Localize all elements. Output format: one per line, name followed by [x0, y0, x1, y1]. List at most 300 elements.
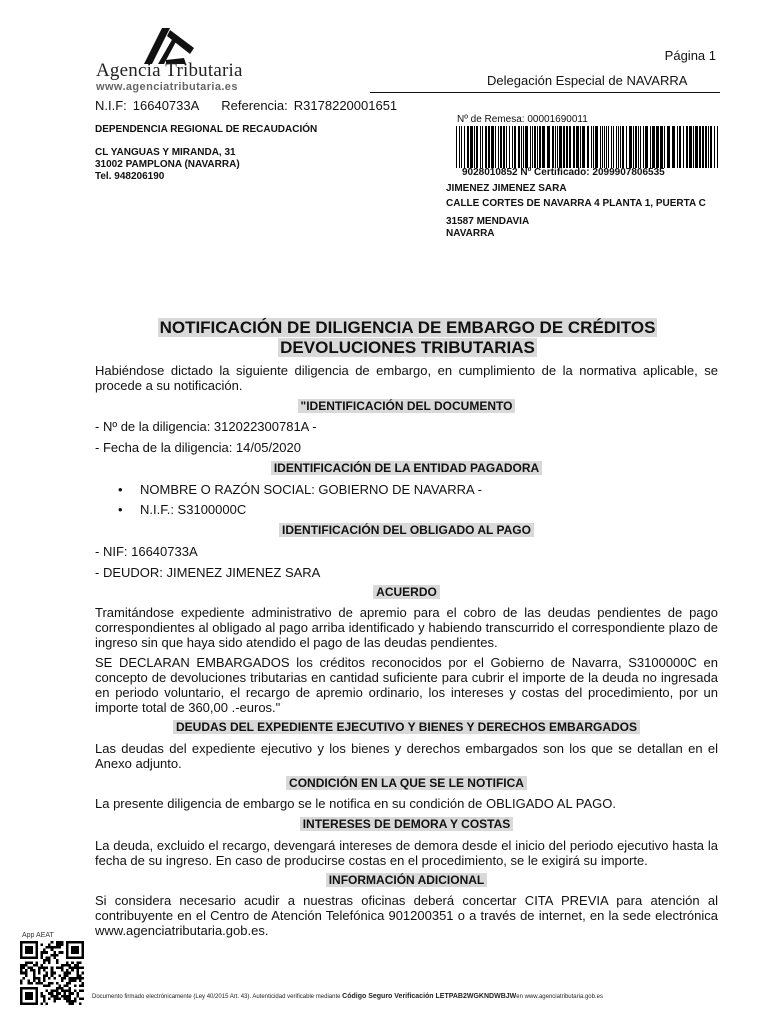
qr-module: [56, 959, 59, 962]
sender-address-line2: 31002 PAMPLONA (NAVARRA): [95, 159, 240, 170]
qr-module: [61, 951, 64, 954]
barcode-bar: [470, 126, 473, 168]
barcode-bar: [512, 126, 513, 168]
condicion-paragraph: La presente diligencia de embargo se le notifica en su condición de OBLIGADO AL PAGO.: [95, 796, 617, 811]
qr-module: [51, 972, 54, 975]
diligencia-number: - Nº de la diligencia: 312022300781A -: [95, 419, 317, 434]
title-line1: NOTIFICACIÓN DE DILIGENCIA DE EMBARGO DE CRÉDITOS: [159, 318, 656, 337]
section-heading: CONDICIÓN EN LA QUE SE LE NOTIFICA: [286, 776, 527, 790]
barcode-bar: [573, 126, 575, 168]
qr-module: [61, 990, 64, 993]
qr-module: [81, 985, 84, 988]
section-informacion-adicional: [95, 873, 718, 887]
entidad-nif: N.I.F.: S3100000C: [140, 502, 247, 517]
qr-module: [53, 995, 56, 998]
barcode-bar: [456, 126, 457, 168]
entidad-nombre: NOMBRE O RAZÓN SOCIAL: GOBIERNO DE NAVARRA -: [140, 482, 482, 497]
qr-module: [61, 977, 64, 980]
qr-module: [43, 974, 46, 977]
barcode-bar: [640, 126, 641, 168]
qr-module: [69, 992, 72, 995]
certificate-barcode: [456, 126, 718, 168]
qr-module: [46, 1002, 49, 1005]
qr-module: [64, 992, 67, 995]
delegation-name: Delegación Especial de NAVARRA: [487, 73, 688, 88]
barcode-bar: [714, 126, 715, 168]
qr-module: [38, 977, 41, 980]
barcode-bar: [559, 126, 562, 168]
barcode-bar: [525, 126, 528, 168]
footer-signature-text: [92, 993, 603, 1000]
section-heading: INTERESES DE DEMORA Y COSTAS: [300, 817, 514, 831]
barcode-bar: [521, 126, 522, 168]
barcode-bar: [695, 126, 698, 168]
qr-module: [58, 946, 61, 949]
qr-module: [66, 964, 69, 967]
qr-module: [51, 946, 54, 949]
qr-module: [20, 972, 23, 975]
qr-module: [64, 964, 67, 967]
barcode-bar: [582, 126, 585, 168]
bullet-point: •: [118, 502, 123, 517]
barcode-bar: [552, 126, 554, 168]
section-heading: "IDENTIFICACIÓN DEL DOCUMENTO: [298, 399, 516, 413]
section-heading: INFORMACIÓN ADICIONAL: [326, 873, 488, 887]
qr-module: [74, 964, 77, 967]
qr-module: [33, 964, 36, 967]
qr-module: [35, 964, 38, 967]
barcode-bar: [693, 126, 694, 168]
qr-module: [33, 972, 36, 975]
barcode-bar: [618, 126, 619, 168]
qr-module: [25, 969, 28, 972]
qr-module: [53, 977, 56, 980]
reference-value: R3178220001651: [293, 98, 398, 113]
qr-module: [30, 982, 33, 985]
qr-module: [51, 969, 54, 972]
entidad-nombre-item: [118, 482, 482, 497]
qr-module: [66, 997, 69, 1000]
nif-label: N.I.F:: [95, 98, 127, 113]
page-number: Página 1: [664, 48, 716, 63]
qr-module: [48, 944, 51, 947]
qr-module: [58, 951, 61, 954]
qr-module: [43, 995, 46, 998]
barcode-bar: [547, 126, 550, 168]
qr-module: [71, 969, 74, 972]
qr-module: [40, 995, 43, 998]
barcode-bar: [717, 126, 718, 168]
barcode-bar: [702, 126, 704, 168]
qr-module: [69, 987, 72, 990]
qr-module: [43, 951, 46, 954]
barcode-bar: [679, 126, 681, 168]
qr-module: [58, 992, 61, 995]
qr-module: [76, 992, 79, 995]
qr-module: [66, 972, 69, 975]
section-condicion: [95, 776, 718, 790]
qr-module: [66, 1000, 69, 1003]
barcode-bar: [485, 126, 487, 168]
qr-module: [61, 979, 64, 982]
recipient-name: JIMENEZ JIMENEZ SARA: [446, 183, 567, 194]
qr-module: [40, 967, 43, 970]
barcode-bar: [537, 126, 538, 168]
barcode-bar: [626, 126, 627, 168]
qr-module: [43, 969, 46, 972]
barcode-bar: [650, 126, 651, 168]
qr-module: [23, 977, 26, 980]
qr-module: [46, 956, 49, 959]
qr-module: [40, 964, 43, 967]
section-entidad-pagadora: [95, 461, 718, 475]
qr-module: [71, 1000, 74, 1003]
qr-module: [56, 995, 59, 998]
qr-module: [43, 1000, 46, 1003]
qr-module: [66, 990, 69, 993]
qr-module: [33, 977, 36, 980]
document-title: [95, 318, 720, 358]
barcode-bar: [616, 126, 617, 168]
barcode-bar: [467, 126, 469, 168]
qr-module: [76, 972, 79, 975]
qr-module: [58, 944, 61, 947]
qr-module: [25, 972, 28, 975]
qr-module: [53, 946, 56, 949]
qr-module: [40, 956, 43, 959]
barcode-bar: [660, 126, 663, 168]
barcode-bar: [491, 126, 494, 168]
barcode-bar: [557, 126, 558, 168]
qr-module: [35, 961, 38, 964]
qr-module: [43, 959, 46, 962]
qr-module: [66, 974, 69, 977]
qr-module: [71, 961, 74, 964]
qr-module: [79, 979, 82, 982]
acuerdo-paragraph-1: Tramitándose expediente administrativo de apremio para el cobro de las deudas pendientes de pago correspondientes al obligado al pago arriba identificado y habiendo transcurrido el correspondiente plazo de ingreso sin que haya sido atendido el pago de las deudas pendientes.: [95, 605, 718, 650]
barcode-bar: [602, 126, 603, 168]
qr-module: [66, 995, 69, 998]
barcode-bar: [600, 126, 601, 168]
qr-module: [46, 959, 49, 962]
barcode-bar: [677, 126, 678, 168]
section-deudas: [95, 720, 718, 734]
qr-module: [69, 995, 72, 998]
qr-module: [25, 974, 28, 977]
qr-module: [35, 977, 38, 980]
barcode-bar: [506, 126, 507, 168]
barcode-bar: [689, 126, 692, 168]
barcode-bar: [566, 126, 568, 168]
qr-module: [76, 995, 79, 998]
qr-module: [20, 979, 23, 982]
barcode-bar: [656, 126, 659, 168]
barcode-bar: [620, 126, 621, 168]
barcode-bar: [495, 126, 496, 168]
qr-module: [76, 964, 79, 967]
barcode-bar: [503, 126, 505, 168]
barcode-bar: [498, 126, 499, 168]
barcode-bar: [652, 126, 655, 168]
barcode-bar: [480, 126, 481, 168]
qr-module: [51, 992, 54, 995]
section-heading: IDENTIFICACIÓN DEL OBLIGADO AL PAGO: [279, 523, 534, 537]
qr-module: [23, 972, 26, 975]
recipient-region: NAVARRA: [446, 228, 495, 239]
nif-value: 16640733A: [132, 98, 200, 113]
qr-module: [81, 967, 84, 970]
barcode-bar: [710, 126, 712, 168]
qr-module: [58, 985, 61, 988]
qr-module: [64, 974, 67, 977]
qr-module: [38, 982, 41, 985]
barcode-bar: [622, 126, 624, 168]
bullet-point: •: [118, 482, 123, 497]
qr-module: [43, 949, 46, 952]
reference-label: Referencia:: [221, 98, 288, 113]
qr-module: [56, 961, 59, 964]
barcode-bar: [532, 126, 533, 168]
qr-module: [53, 997, 56, 1000]
qr-module: [76, 967, 79, 970]
verification-qr-code[interactable]: [20, 941, 84, 1005]
qr-module: [79, 974, 82, 977]
qr-module: [66, 982, 69, 985]
qr-module: [81, 972, 84, 975]
barcode-bar: [569, 126, 571, 168]
barcode-bar: [580, 126, 581, 168]
barcode-bar: [606, 126, 607, 168]
qr-module: [40, 954, 43, 957]
section-identificacion-documento: [95, 399, 718, 413]
barcode-text: 9028010852 Nº Certificado: 2099907806535: [462, 167, 665, 178]
qr-module: [43, 985, 46, 988]
qr-module: [56, 987, 59, 990]
qr-module: [56, 944, 59, 947]
qr-module: [56, 941, 59, 944]
qr-module: [51, 967, 54, 970]
qr-module: [74, 979, 77, 982]
qr-module: [74, 967, 77, 970]
qr-module: [43, 997, 46, 1000]
qr-module: [40, 982, 43, 985]
qr-module: [81, 982, 84, 985]
barcode-bar: [542, 126, 545, 168]
remesa-number: Nº de Remesa: 00001690011: [457, 114, 588, 125]
barcode-bar: [629, 126, 632, 168]
qr-module: [43, 977, 46, 980]
header-divider: [370, 92, 720, 93]
qr-module: [28, 982, 31, 985]
qr-module: [20, 967, 23, 970]
qr-module: [74, 997, 77, 1000]
qr-module: [53, 990, 56, 993]
qr-module: [48, 992, 51, 995]
recipient-address2: 31587 MENDAVIA: [446, 216, 530, 227]
barcode-bar: [608, 126, 609, 168]
qr-module: [69, 982, 72, 985]
sender-address-line1: CL YANGUAS Y MIRANDA, 31: [95, 147, 236, 158]
qr-module: [64, 990, 67, 993]
qr-module: [48, 982, 51, 985]
qr-module: [61, 969, 64, 972]
qr-module: [61, 964, 64, 967]
footer-suffix: en www.agenciatributaria.gob.es: [516, 994, 603, 1000]
qr-module: [51, 982, 54, 985]
qr-module: [28, 967, 31, 970]
qr-module: [64, 977, 67, 980]
qr-module: [61, 944, 64, 947]
qr-module: [79, 1002, 82, 1005]
qr-module: [79, 985, 82, 988]
qr-module: [30, 967, 33, 970]
qr-module: [53, 954, 56, 957]
qr-module: [43, 967, 46, 970]
barcode-bar: [514, 126, 516, 168]
barcode-bar: [699, 126, 701, 168]
qr-module: [48, 997, 51, 1000]
qr-module: [69, 990, 72, 993]
qr-module: [23, 967, 26, 970]
logo-url: www.agenciatributaria.es: [96, 81, 238, 93]
section-heading: ACUERDO: [373, 585, 440, 599]
qr-module: [33, 969, 36, 972]
barcode-bar: [683, 126, 684, 168]
section-intereses: [95, 817, 718, 831]
barcode-bar: [633, 126, 634, 168]
qr-module: [69, 967, 72, 970]
qr-module: [20, 969, 23, 972]
qr-module: [28, 979, 31, 982]
barcode-bar: [534, 126, 536, 168]
qr-module: [53, 1000, 56, 1003]
barcode-bar: [593, 126, 594, 168]
qr-module: [79, 967, 82, 970]
qr-module: [61, 941, 64, 944]
barcode-bar: [591, 126, 592, 168]
barcode-bar: [587, 126, 589, 168]
qr-module: [23, 964, 26, 967]
app-aeat-label: App AEAT: [22, 932, 54, 939]
sender-phone: Tel. 948206190: [95, 171, 165, 182]
entidad-nif-item: [118, 502, 246, 517]
obligado-deudor: - DEUDOR: JIMENEZ JIMENEZ SARA: [95, 565, 321, 580]
qr-module: [46, 990, 49, 993]
barcode-bar: [530, 126, 531, 168]
qr-module: [64, 997, 67, 1000]
qr-module: [51, 949, 54, 952]
qr-module: [76, 969, 79, 972]
logo-title: Agencia Tributaria: [96, 60, 243, 81]
recipient-address1: CALLE CORTES DE NAVARRA 4 PLANTA 1, PUERTA C: [446, 198, 706, 209]
qr-module: [66, 985, 69, 988]
barcode-bar: [476, 126, 478, 168]
barcode-bar: [672, 126, 675, 168]
qr-module: [48, 959, 51, 962]
qr-module: [74, 977, 77, 980]
qr-module: [79, 977, 82, 980]
qr-module: [20, 982, 23, 985]
barcode-bar: [576, 126, 579, 168]
barcode-bar: [518, 126, 520, 168]
qr-module: [71, 992, 74, 995]
section-obligado-pago: [95, 523, 718, 537]
qr-module: [56, 990, 59, 993]
qr-module: [81, 990, 84, 993]
qr-module: [48, 977, 51, 980]
qr-module: [25, 964, 28, 967]
nif-reference-line: [95, 98, 403, 113]
deudas-paragraph: Las deudas del expediente ejecutivo y los bienes y derechos embargados son los que se detallan en el Anexo adjunto.: [95, 741, 718, 771]
qr-module: [56, 997, 59, 1000]
qr-module: [56, 992, 59, 995]
qr-module: [56, 946, 59, 949]
qr-module: [69, 964, 72, 967]
qr-module: [76, 961, 79, 964]
qr-module: [40, 951, 43, 954]
qr-finder-inner: [25, 992, 33, 1000]
qr-module: [38, 969, 41, 972]
qr-module: [51, 995, 54, 998]
qr-module: [76, 977, 79, 980]
qr-module: [51, 941, 54, 944]
qr-module: [53, 972, 56, 975]
qr-module: [51, 990, 54, 993]
qr-module: [69, 1000, 72, 1003]
barcode-bar: [686, 126, 688, 168]
qr-module: [79, 990, 82, 993]
barcode-bar: [667, 126, 670, 168]
qr-module: [56, 967, 59, 970]
title-line2: DEVOLUCIONES TRIBUTARIAS: [280, 338, 535, 357]
qr-module: [33, 979, 36, 982]
qr-module: [58, 974, 61, 977]
barcode-bar: [464, 126, 465, 168]
qr-module: [61, 967, 64, 970]
qr-module: [79, 961, 82, 964]
qr-module: [30, 961, 33, 964]
qr-module: [53, 951, 56, 954]
qr-module: [58, 967, 61, 970]
footer-csv-code: Código Seguro Verificación LETPAB2WGKNDWBJW: [342, 993, 517, 1000]
barcode-bar: [539, 126, 541, 168]
qr-module: [66, 961, 69, 964]
footer-prefix: Documento firmado electrónicamente (Ley 40/2015 Art. 43). Autenticidad verificable mediante: [92, 994, 341, 1000]
barcode-bar: [500, 126, 502, 168]
barcode-bar: [509, 126, 510, 168]
qr-module: [58, 997, 61, 1000]
qr-module: [69, 997, 72, 1000]
section-acuerdo: [95, 585, 718, 599]
qr-module: [48, 961, 51, 964]
barcode-bar: [482, 126, 483, 168]
acuerdo-paragraph-2: SE DECLARAN EMBARGADOS los créditos reconocidos por el Gobierno de Navarra, S3100000C en concepto de devoluciones tributarias en cantidad suficiente para cubrir el importe de la deuda no ingresada en periodo voluntario, el recargo de apremio ordinario, los intereses y costas del procedimiento, por un importe total de 360,00 .-euros.": [95, 655, 718, 715]
qr-module: [38, 979, 41, 982]
qr-module: [66, 969, 69, 972]
qr-module: [74, 990, 77, 993]
qr-module: [43, 979, 46, 982]
barcode-bar: [708, 126, 709, 168]
qr-module: [40, 944, 43, 947]
barcode-bar: [635, 126, 637, 168]
barcode-bar: [488, 126, 490, 168]
qr-module: [64, 972, 67, 975]
barcode-bar: [664, 126, 665, 168]
qr-module: [38, 972, 41, 975]
qr-module: [33, 974, 36, 977]
qr-module: [40, 1002, 43, 1005]
qr-module: [51, 954, 54, 957]
